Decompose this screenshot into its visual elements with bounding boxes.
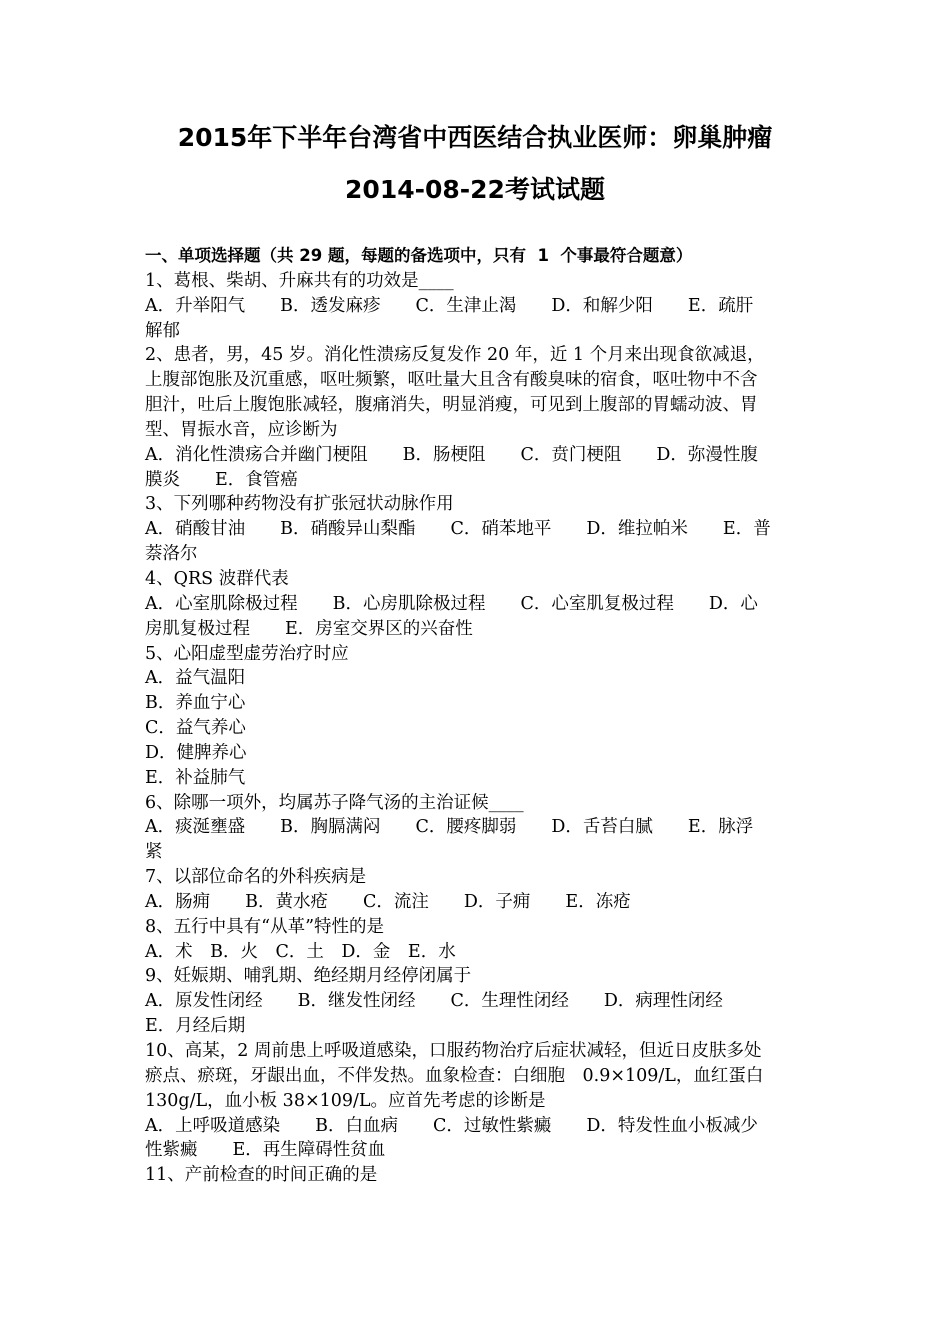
text-line: 紧: [145, 842, 163, 863]
text-line: 型、胃振水音，应诊断为: [145, 419, 338, 440]
text-line: 7、以部位命名的外科疾病是: [145, 867, 367, 888]
text-line: 胆汁，吐后上腹饱胀减轻，腹痛消失，明显消瘦，可见到上腹部的胃蠕动波、胃: [145, 395, 758, 416]
text-line: 膜炎 E．食管癌: [145, 469, 298, 490]
text-line: 4、QRS 波群代表: [145, 568, 289, 589]
text-line: 房肌复极过程 E．房室交界区的兴奋性: [145, 618, 473, 639]
text-line: A．术 B．火 C．土 D．金 E．水: [145, 941, 456, 962]
section-heading: 一、单项选择题（共 29 题，每题的备选项中，只有 1 个事最符合题意）: [145, 246, 693, 265]
text-line: 6、除哪一项外，均属苏子降气汤的主治证候____: [145, 792, 524, 813]
text-line: A．痰涎壅盛 B．胸膈满闷 C．腰疼脚弱 D．舌苔白腻 E．脉浮: [145, 817, 754, 838]
text-line: D．健脾养心: [145, 742, 247, 763]
document-body: [145, 244, 813, 1188]
text-line: 瘀点、瘀斑，牙龈出血，不伴发热。血象检查：白细胞 0.9×109/L，血红蛋白: [145, 1065, 764, 1086]
text-line: 10、高某，2 周前患上呼吸道感染，口服药物治疗后症状减轻，但近日皮肤多处: [145, 1041, 762, 1061]
text-line: A．心室肌除极过程 B．心房肌除极过程 C．心室肌复极过程 D．心: [145, 593, 758, 614]
text-line: 9、妊娠期、哺乳期、绝经期月经停闭属于: [145, 966, 472, 987]
text-line: A．益气温阳: [145, 668, 246, 689]
text-line: 5、心阳虚型虚劳治疗时应: [145, 643, 349, 664]
text-line: E．月经后期: [145, 1016, 246, 1037]
text-line: 萘洛尔: [145, 544, 198, 565]
document-title-line-2: 2014-08-22考试试题: [345, 175, 605, 204]
text-line: A．上呼吸道感染 B．白血病 C．过敏性紫癜 D．特发性血小板减少: [145, 1115, 758, 1136]
question-lines: [145, 269, 813, 1188]
text-line: A．消化性溃疡合并幽门梗阻 B．肠梗阻 C．贲门梗阻 D．弥漫性腹: [145, 444, 758, 465]
text-line: 130g/L，血小板 38×109/L。应首先考虑的诊断是: [145, 1090, 546, 1111]
text-line: 2、患者，男，45 岁。消化性溃疡反复发作 20 年，近 1 个月来出现食欲减退，: [145, 345, 765, 366]
text-line: A．肠痈 B．黄水疮 C．流注 D．子痈 E．冻疮: [145, 891, 631, 912]
text-line: A．原发性闭经 B．继发性闭经 C．生理性闭经 D．病理性闭经: [145, 991, 723, 1012]
document-title-line-1: 2015年下半年台湾省中西医结合执业医师：卵巢肿瘤: [177, 123, 773, 152]
text-line: 1、葛根、柴胡、升麻共有的功效是____: [145, 270, 454, 291]
text-line: B．养血宁心: [145, 693, 246, 714]
text-line: 11、产前检查的时间正确的是: [145, 1165, 378, 1186]
text-line: 性紫癜 E．再生障碍性贫血: [145, 1140, 386, 1161]
text-line: 解郁: [145, 320, 180, 341]
text-line: C．益气养心: [145, 718, 246, 739]
text-line: 8、五行中具有“从革”特性的是: [145, 916, 385, 937]
text-line: 上腹部饱胀及沉重感，呕吐频繁，呕吐量大且含有酸臭味的宿食，呕吐物中不含: [145, 370, 758, 391]
text-line: A．升举阳气 B．透发麻疹 C．生津止渴 D．和解少阳 E．疏肝: [145, 295, 754, 316]
text-line: E．补益肺气: [145, 767, 246, 788]
text-line: 3、下列哪种药物没有扩张冠状动脉作用: [145, 494, 454, 515]
text-line: A．硝酸甘油 B．硝酸异山梨酯 C．硝苯地平 D．维拉帕米 E．普: [145, 519, 771, 540]
